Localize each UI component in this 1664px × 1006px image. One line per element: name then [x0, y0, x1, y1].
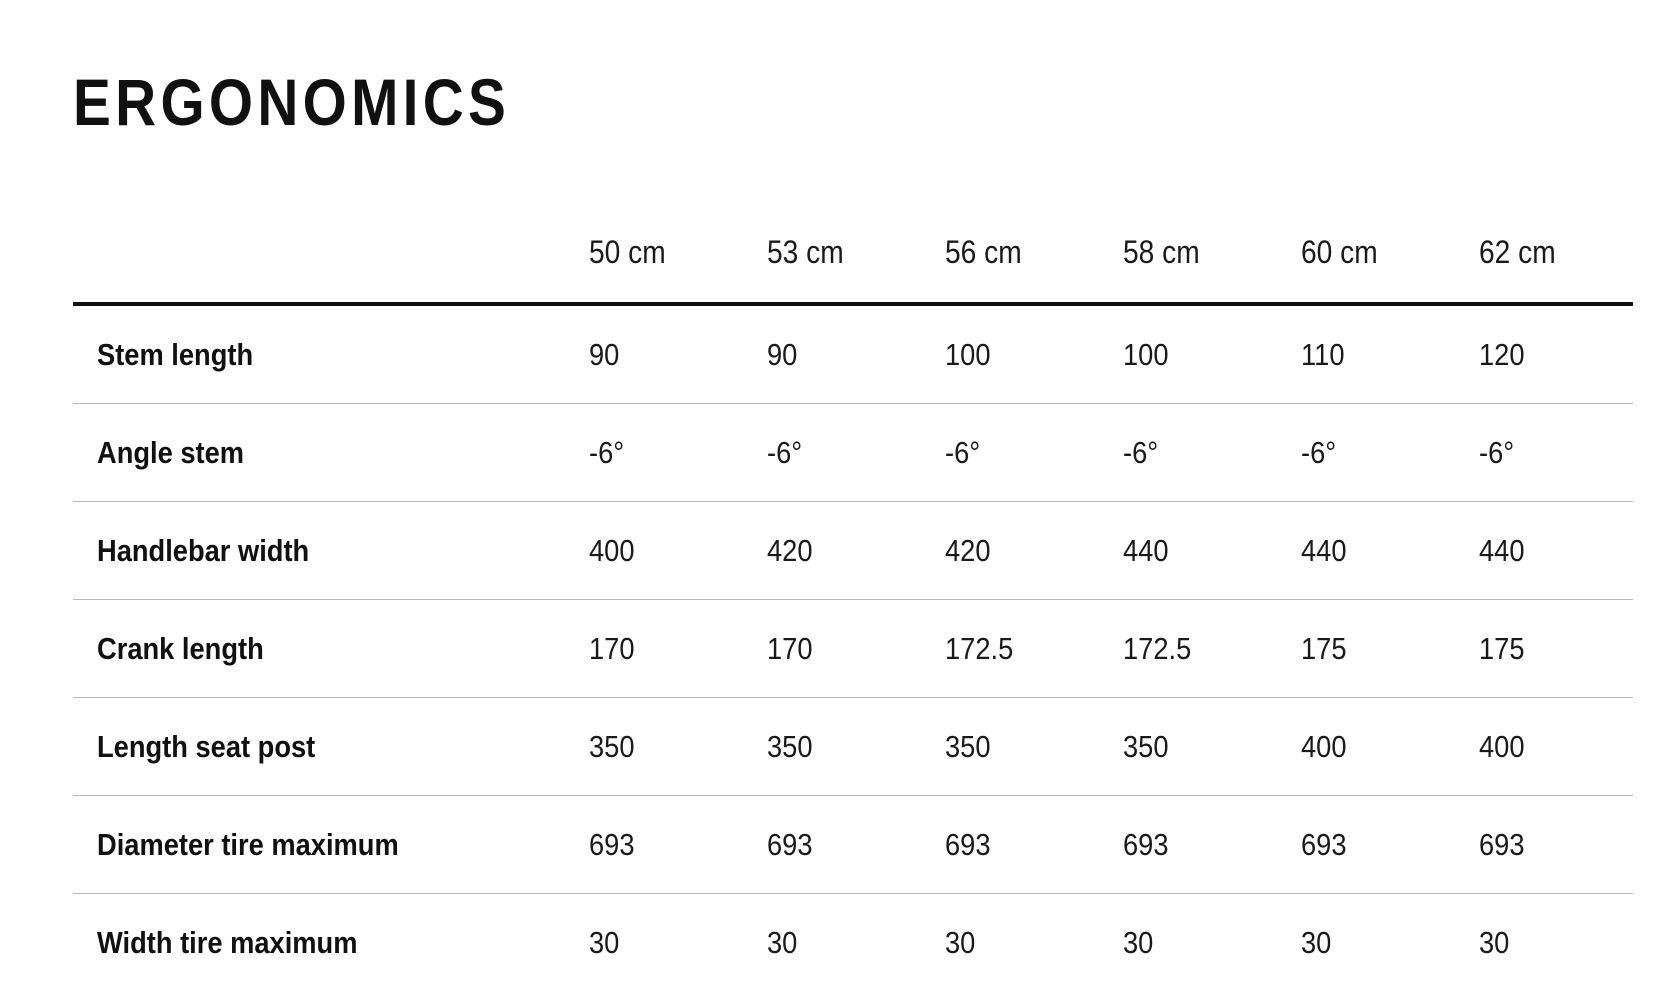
table-row [73, 894, 1633, 992]
table-cell: 693 [767, 826, 813, 862]
table-cell: -6° [767, 434, 803, 470]
table-row [73, 502, 1633, 600]
table-cell: 693 [1123, 826, 1169, 862]
table-cell: 172.5 [1123, 630, 1192, 666]
column-header: 58 cm [1123, 234, 1200, 270]
table-cell: 90 [589, 336, 620, 372]
table-cell: 120 [1479, 336, 1525, 372]
table-cell: 175 [1301, 630, 1347, 666]
row-label: Stem length [97, 336, 254, 372]
table-cell: 693 [589, 826, 635, 862]
table-cell: 110 [1301, 336, 1345, 372]
table-cell: 175 [1479, 630, 1525, 666]
row-label: Length seat post [97, 728, 316, 764]
table-cell: -6° [589, 434, 625, 470]
table-cell: 30 [945, 925, 976, 960]
ergonomics-table [73, 210, 1633, 992]
column-header: 62 cm [1479, 234, 1556, 270]
row-label: Crank length [97, 630, 264, 666]
table-cell: 693 [945, 826, 991, 862]
table-row [73, 698, 1633, 796]
table-cell: 693 [1479, 826, 1525, 862]
table-cell: 693 [1301, 826, 1347, 862]
table-cell: 350 [589, 728, 635, 764]
table-cell: 90 [767, 336, 798, 372]
column-header: 60 cm [1301, 234, 1378, 270]
row-label: Diameter tire maximum [97, 826, 399, 862]
table-cell: 440 [1479, 532, 1525, 568]
table-cell: 30 [1123, 925, 1154, 960]
table-cell: -6° [1479, 434, 1515, 470]
column-header: 53 cm [767, 234, 844, 270]
table-cell: 350 [767, 728, 813, 764]
table-row [73, 796, 1633, 894]
table-cell: 400 [1479, 728, 1525, 764]
row-label: Angle stem [97, 434, 245, 470]
section-title: ERGONOMICS [73, 65, 511, 139]
table-cell: 170 [767, 630, 813, 666]
table-cell: 170 [589, 630, 635, 666]
table-cell: -6° [1123, 434, 1159, 470]
column-header: 50 cm [589, 234, 666, 270]
column-header: 56 cm [945, 234, 1022, 270]
table-row [73, 306, 1633, 404]
table-cell: 30 [1301, 925, 1332, 960]
table-cell: 100 [1123, 336, 1169, 372]
table-cell: 420 [767, 532, 813, 568]
table-cell: 400 [1301, 728, 1347, 764]
table-cell: 400 [589, 532, 635, 568]
row-label: Width tire maximum [97, 925, 358, 960]
table-cell: -6° [1301, 434, 1337, 470]
table-cell: -6° [945, 434, 981, 470]
table-cell: 172.5 [945, 630, 1014, 666]
table-cell: 440 [1301, 532, 1347, 568]
table-cell: 30 [1479, 925, 1510, 960]
table-cell: 30 [767, 925, 798, 960]
table-row [73, 600, 1633, 698]
table-cell: 100 [945, 336, 991, 372]
table-cell: 350 [945, 728, 991, 764]
table-cell: 420 [945, 532, 991, 568]
table-cell: 440 [1123, 532, 1169, 568]
table-cell: 350 [1123, 728, 1169, 764]
row-label: Handlebar width [97, 532, 310, 568]
table-cell: 30 [589, 925, 620, 960]
table-row [73, 404, 1633, 502]
table-header-row [73, 210, 1633, 306]
